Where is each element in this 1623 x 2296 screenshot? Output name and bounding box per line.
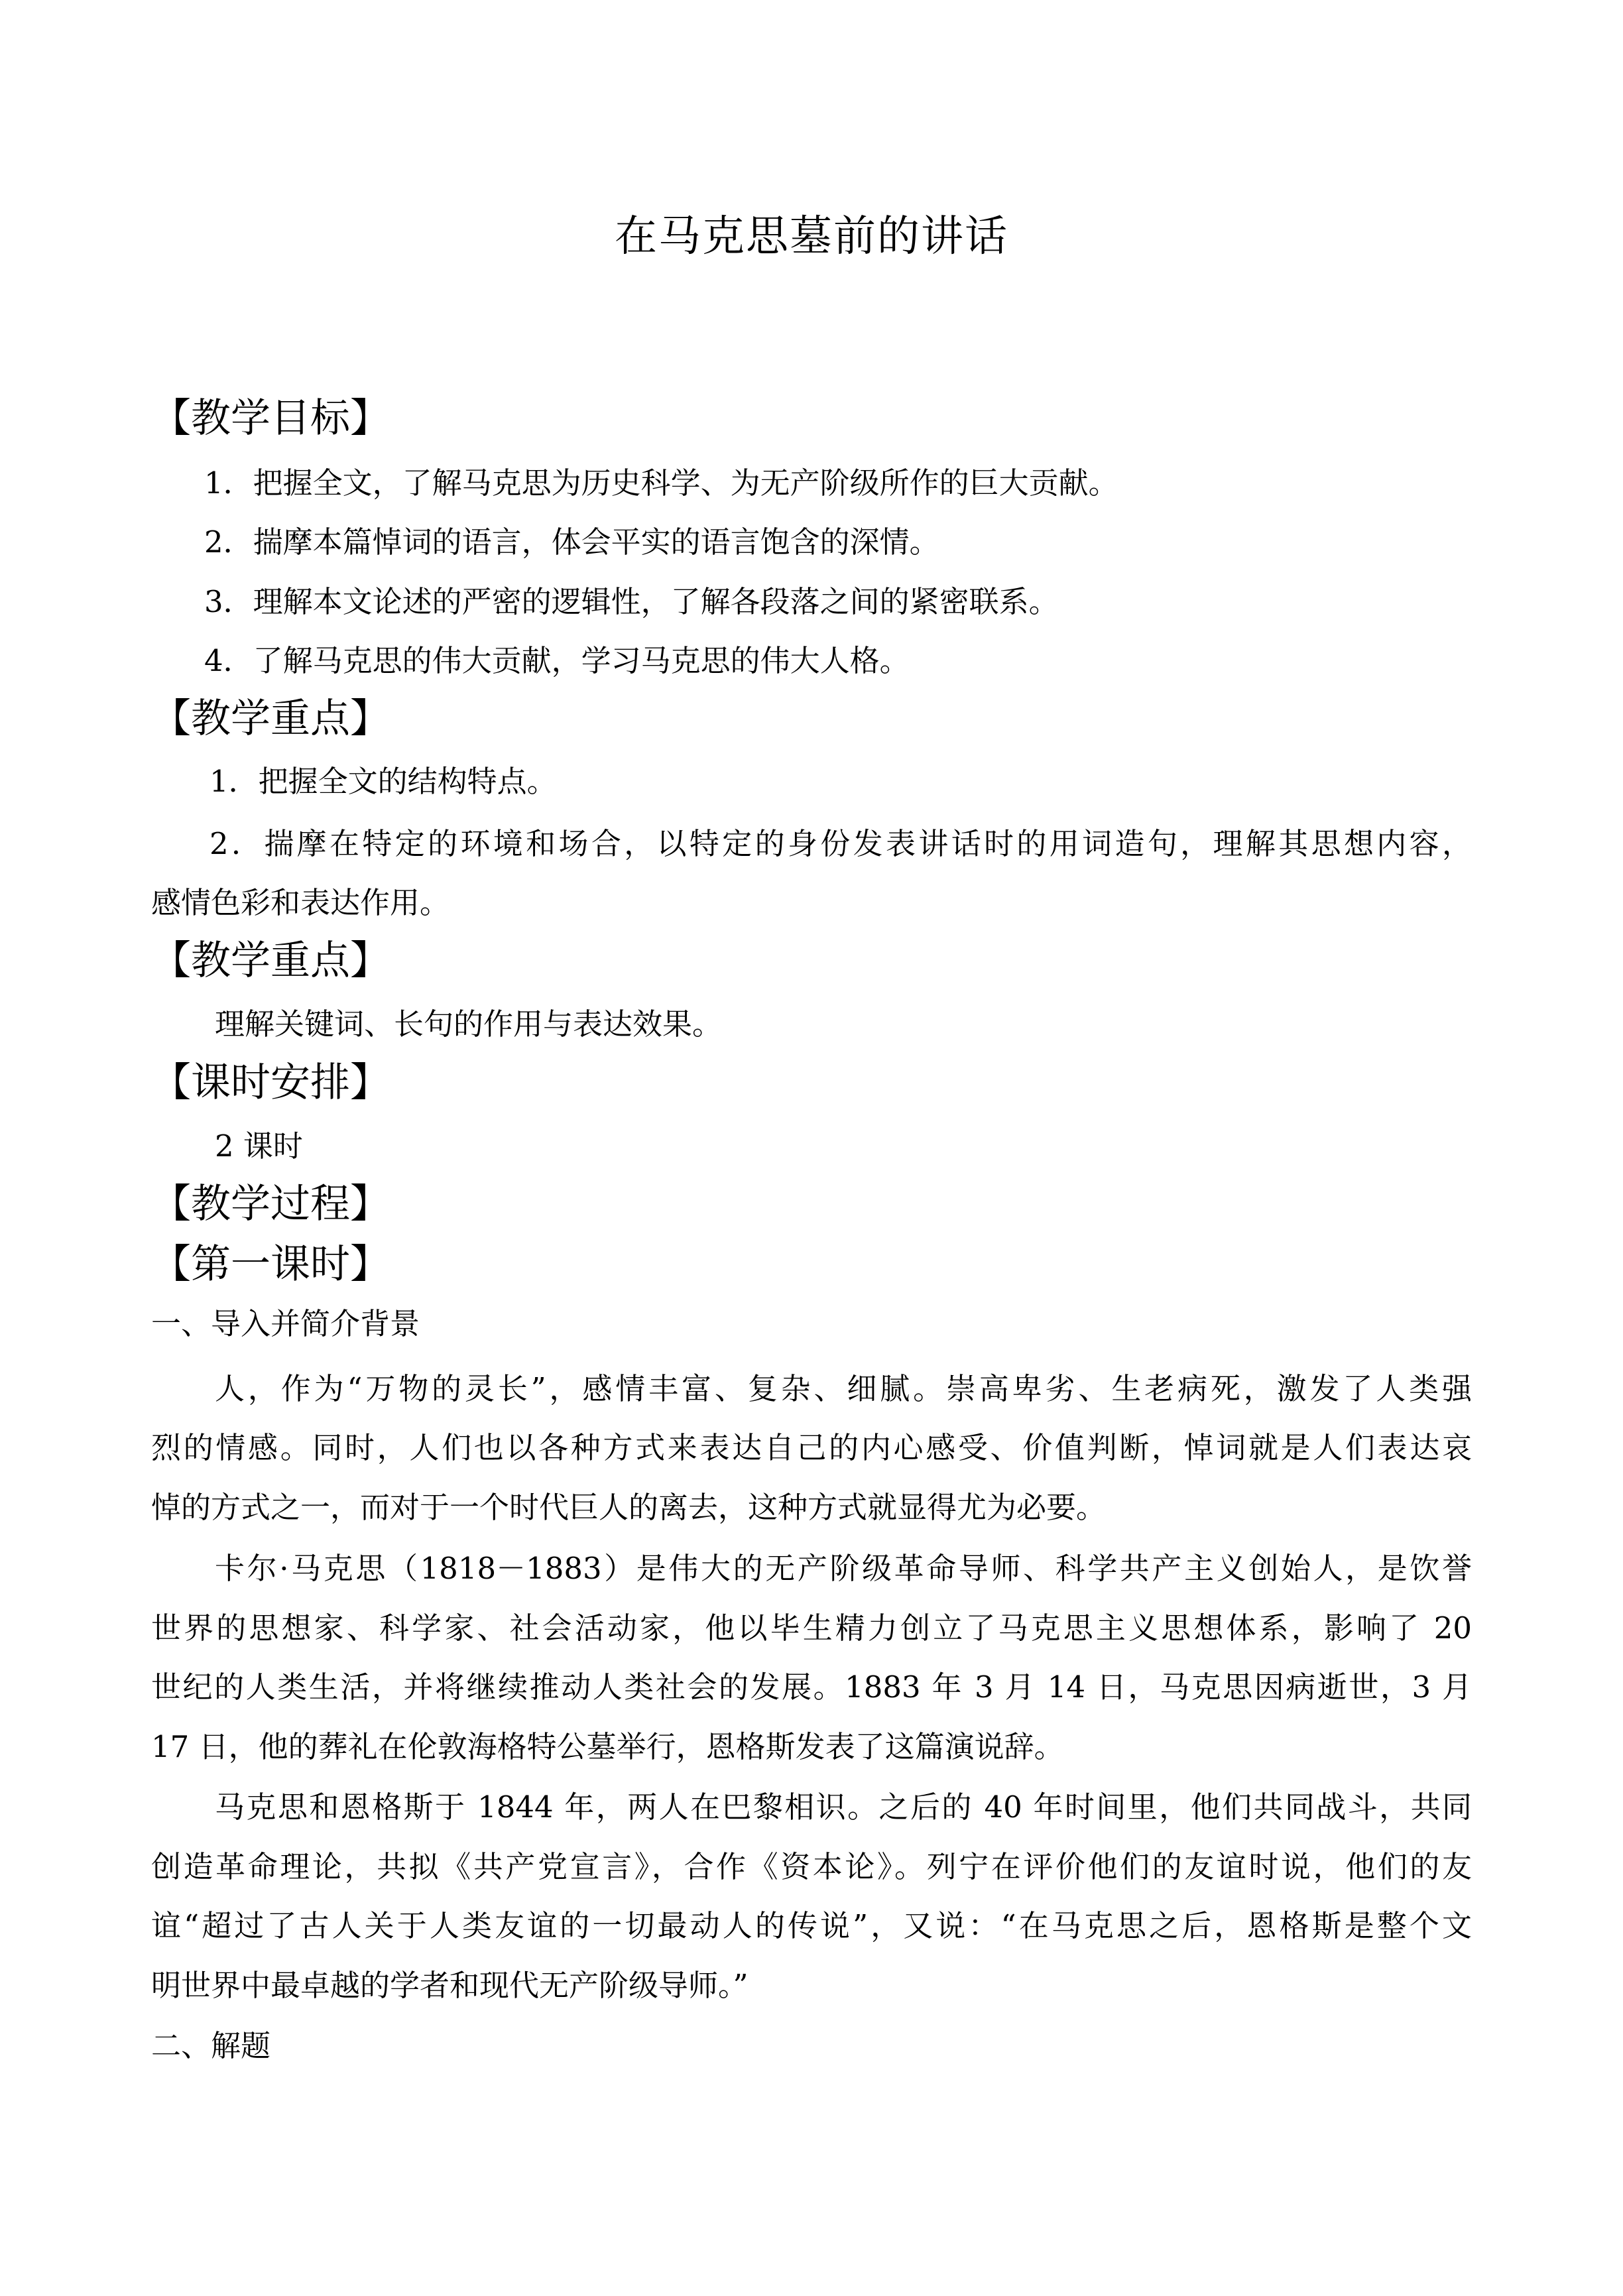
key-point-item-cont: 感情色彩和表达作用。 [151, 885, 450, 920]
paragraph-line: 世界的思想家、科学家、社会活动家，他以毕生精力创立了马克思主义思想体系，影响了 20 [151, 1610, 1472, 1646]
section-title-explanation: 二、解题 [151, 2028, 271, 2063]
schedule-text: 2 课时 [215, 1128, 303, 1164]
paragraph-line: 悼的方式之一，而对于一个时代巨人的离去，这种方式就显得尤为必要。 [151, 1490, 1107, 1525]
heading-lesson-one: 【第一课时】 [151, 1241, 390, 1288]
page-title: 在马克思墓前的讲话 [615, 212, 1008, 261]
key-point-item: 1．把握全文的结构特点。 [210, 764, 557, 799]
paragraph-line: 明世界中最卓越的学者和现代无产阶级导师。” [151, 1968, 749, 2003]
paragraph-line: 人，作为“万物的灵长”，感情丰富、复杂、细腻。崇高卑劣、生老病死，激发了人类强 [215, 1371, 1472, 1406]
heading-teaching-difficulties: 【教学重点】 [151, 937, 390, 984]
goal-item: 3．理解本文论述的严密的逻辑性，了解各段落之间的紧密联系。 [204, 584, 1059, 619]
difficulty-text: 理解关键词、长句的作用与表达效果。 [215, 1006, 723, 1042]
heading-schedule: 【课时安排】 [151, 1059, 390, 1106]
paragraph-line: 卡尔·马克思（1818－1883）是伟大的无产阶级革命导师、科学共产主义创始人，是饮誉 [215, 1551, 1472, 1586]
paragraph-line: 马克思和恩格斯于 1844 年，两人在巴黎相识。之后的 40 年时间里，他们共同战斗，共同 [215, 1789, 1472, 1825]
section-intro-background: 一、导入并简介背景 [151, 1306, 420, 1341]
heading-teaching-key-points: 【教学重点】 [151, 695, 390, 742]
paragraph-line: 17 日，他的葬礼在伦敦海格特公墓举行，恩格斯发表了这篇演说辞。 [151, 1729, 1064, 1764]
paragraph-line: 创造革命理论，共拟《共产党宣言》，合作《资本论》。列宁在评价他们的友谊时说，他们的友 [151, 1849, 1472, 1884]
paragraph-line: 世纪的人类生活，并将继续推动人类社会的发展。1883 年 3 月 14 日，马克思因病逝世，3 月 [151, 1669, 1472, 1705]
paragraph-line: 烈的情感。同时，人们也以各种方式来表达自己的内心感受、价值判断，悼词就是人们表达哀 [151, 1430, 1472, 1465]
heading-process: 【教学过程】 [151, 1181, 390, 1227]
goal-item: 4．了解马克思的伟大贡献，学习马克思的伟大人格。 [204, 643, 910, 678]
goal-item: 2．揣摩本篇悼词的语言，体会平实的语言饱含的深情。 [204, 524, 939, 560]
key-point-item: 2．揣摩在特定的环境和场合，以特定的身份发表讲话时的用词造句，理解其思想内容， [210, 826, 1472, 861]
heading-teaching-goals: 【教学目标】 [151, 395, 390, 442]
goal-item: 1．把握全文，了解马克思为历史科学、为无产阶级所作的巨大贡献。 [204, 465, 1118, 501]
paragraph-line: 谊“超过了古人关于人类友谊的一切最动人的传说”，又说：“在马克思之后，恩格斯是整个文 [151, 1908, 1472, 1943]
